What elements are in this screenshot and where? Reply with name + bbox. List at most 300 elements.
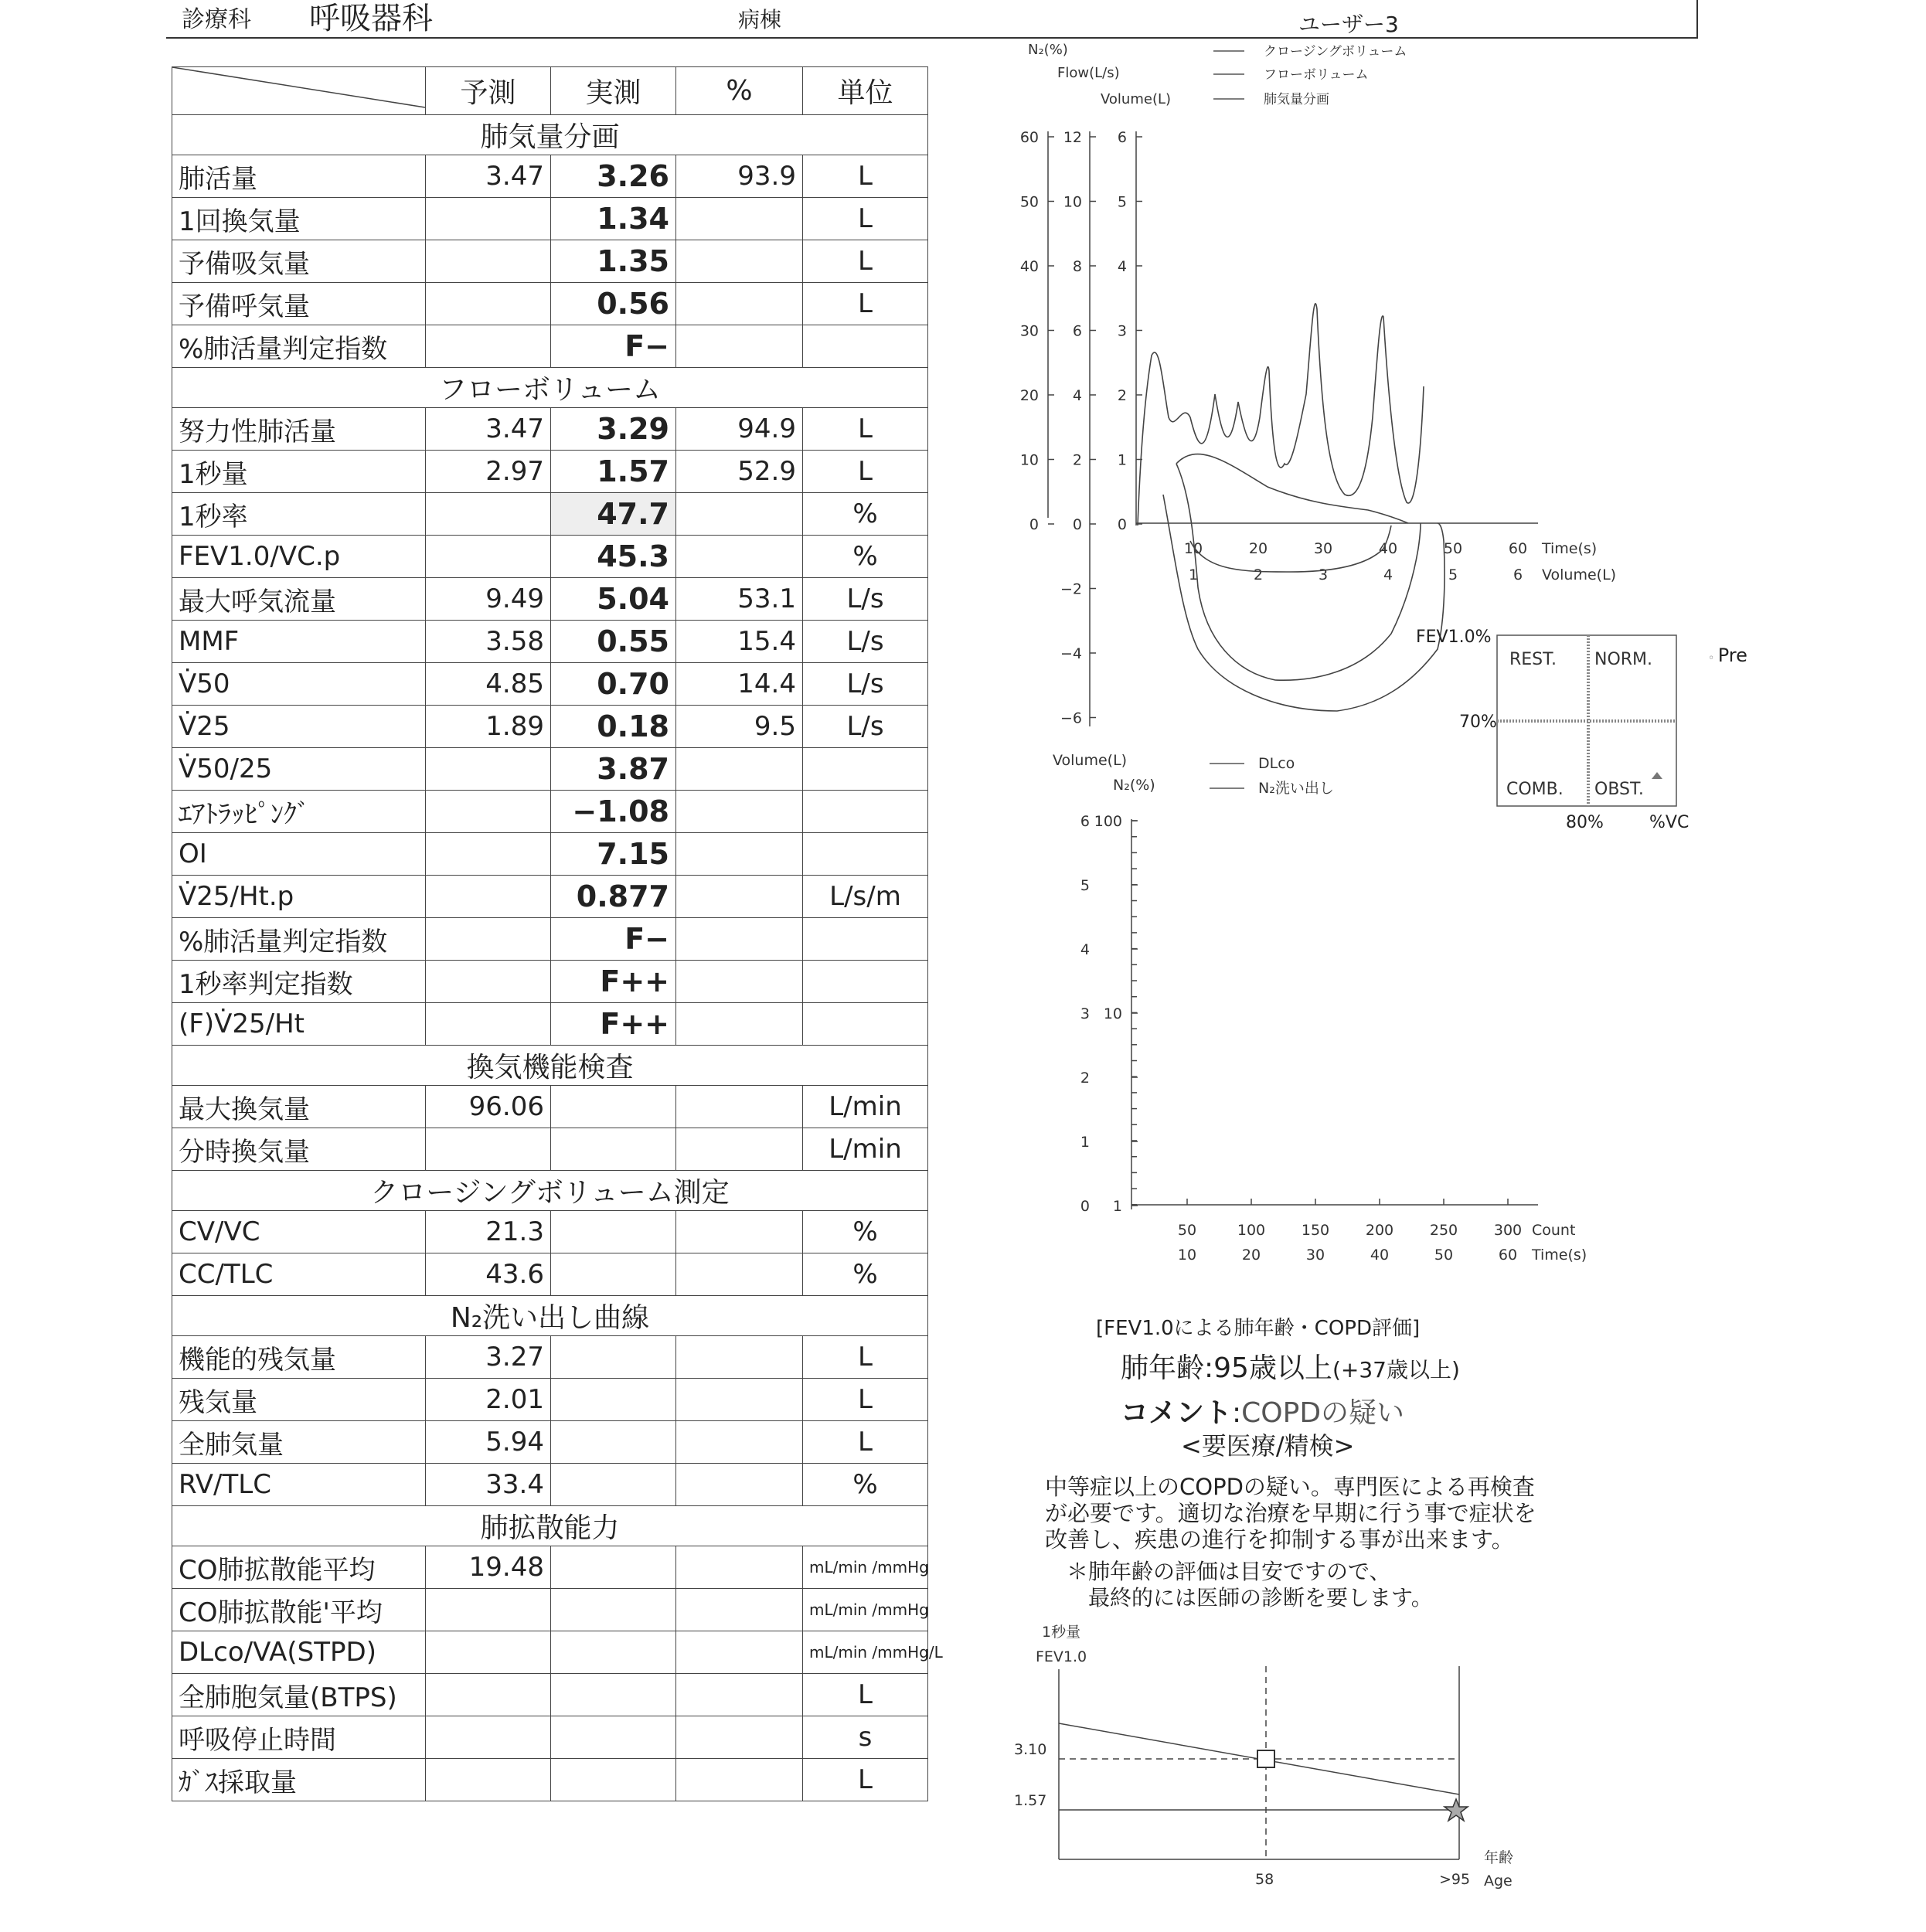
volume-axis-label: Volume(L) — [1101, 91, 1172, 107]
row-label: %肺活量判定指数 — [172, 325, 426, 368]
row-label: 1秒率判定指数 — [172, 961, 426, 1003]
measured-value: 1.57 — [551, 451, 676, 493]
percent-value — [676, 961, 803, 1003]
row-label: CC/TLC — [172, 1253, 426, 1296]
chart2-volume-tick-label: 5 — [1080, 877, 1090, 894]
time-tick-label: 10 — [1183, 540, 1203, 557]
flow-tick-label: 12 — [1063, 129, 1082, 146]
x-volume-tick-label: 3 — [1318, 566, 1329, 583]
time-axis-label: Time(s) — [1542, 540, 1598, 557]
percent-value: 14.4 — [676, 663, 803, 706]
count-axis-label: Count — [1532, 1222, 1576, 1239]
patient-marker-icon — [1652, 772, 1662, 779]
measured-value — [551, 1379, 676, 1421]
percent-value: 9.5 — [676, 706, 803, 748]
flow-tick-label: −2 — [1060, 580, 1082, 598]
table-row — [172, 1546, 928, 1589]
table-row — [172, 283, 928, 325]
chart2-time-tick-label: 30 — [1305, 1247, 1325, 1264]
unit-value: L/s — [803, 578, 928, 621]
count-tick-label: 250 — [1429, 1222, 1458, 1239]
predicted-value: 3.27 — [426, 1336, 551, 1379]
legend-n2-washout: N₂洗い出し — [1258, 780, 1334, 797]
lung-age-colon: : — [1204, 1352, 1214, 1384]
unit-value: s — [803, 1716, 928, 1759]
flow-tick-label: 0 — [1072, 516, 1082, 533]
measured-value: 3.29 — [551, 408, 676, 451]
x-volume-tick-label: 4 — [1383, 566, 1393, 583]
lung-age-star-icon — [1444, 1799, 1468, 1821]
unit-value: mL/min /mmHg — [803, 1546, 928, 1589]
comment-value: COPDの疑い — [1241, 1397, 1405, 1429]
lung-age-extra: (+37歳以上) — [1332, 1357, 1460, 1383]
predicted-value — [426, 283, 551, 325]
percent-value — [676, 833, 803, 876]
unit-value: mL/min /mmHg — [803, 1589, 928, 1631]
measured-value — [551, 1674, 676, 1716]
predicted-value: 43.6 — [426, 1253, 551, 1296]
section-title: 肺拡散能力 — [172, 1506, 928, 1546]
chart2-time-tick-label: 60 — [1498, 1247, 1518, 1264]
recommendation: <要医療/精検> — [1181, 1431, 1355, 1461]
volume-tick-label: 3 — [1117, 322, 1127, 340]
section-row — [172, 368, 928, 408]
assessment-body-3: 改善し、疾患の進行を抑制する事が出来ます。 — [1045, 1526, 1514, 1553]
table-row — [172, 1211, 928, 1253]
percent-value — [676, 1253, 803, 1296]
measured-value — [551, 1546, 676, 1589]
unit-value: L/min — [803, 1086, 928, 1128]
measured-value — [551, 1253, 676, 1296]
chart2-volume-tick-label: 3 — [1080, 1005, 1090, 1022]
flow-axis-label: Flow(L/s) — [1057, 65, 1120, 81]
measured-value — [551, 1759, 676, 1801]
section-title: クロージングボリューム測定 — [172, 1171, 928, 1211]
row-label: 分時換気量 — [172, 1128, 426, 1171]
table-row — [172, 493, 928, 536]
row-label: ｶﾞｽ採取量 — [172, 1759, 426, 1801]
row-label: 予備吸気量 — [172, 240, 426, 283]
percent-value — [676, 918, 803, 961]
table-row — [172, 198, 928, 240]
lung-age-label: 肺年齢 — [1121, 1352, 1205, 1384]
measured-value: F− — [551, 325, 676, 368]
predicted-value — [426, 240, 551, 283]
row-label: FEV1.0/VC.p — [172, 536, 426, 578]
row-label: CO肺拡散能平均 — [172, 1546, 426, 1589]
measured-value — [551, 1128, 676, 1171]
percent-value — [676, 1211, 803, 1253]
quadrant-obst: OBST. — [1594, 780, 1644, 799]
predicted-value: 33.4 — [426, 1464, 551, 1506]
corner-diagonal — [172, 67, 425, 107]
table-row — [172, 663, 928, 706]
row-label: 予備呼気量 — [172, 283, 426, 325]
unit-value: L — [803, 1421, 928, 1464]
table-row — [172, 876, 928, 918]
table-row — [172, 451, 928, 493]
volume-tick-label: 0 — [1117, 516, 1127, 533]
percent-value — [676, 791, 803, 833]
percent-value — [676, 1589, 803, 1631]
row-label: MMF — [172, 621, 426, 663]
volume-tick-label: 2 — [1117, 387, 1127, 404]
row-label: %肺活量判定指数 — [172, 918, 426, 961]
table-row — [172, 1589, 928, 1631]
age-chart-x-label-2: Age — [1484, 1872, 1513, 1889]
row-label: (F)V̇25/Ht — [172, 1003, 426, 1046]
percent-value — [676, 1631, 803, 1674]
legend-closing-volume: クロージングボリューム — [1264, 44, 1407, 60]
unit-value: L/s — [803, 706, 928, 748]
measured-value: 47.7 — [551, 493, 676, 536]
predicted-value — [426, 198, 551, 240]
count-tick-label: 50 — [1177, 1222, 1197, 1239]
quadrant-y-threshold: 70% — [1459, 713, 1497, 732]
count-tick-label: 300 — [1493, 1222, 1523, 1239]
volume-tick-label: 1 — [1117, 451, 1127, 469]
assessment-note-2: 最終的には医師の診断を要します。 — [1088, 1585, 1433, 1611]
current-age-marker-icon — [1257, 1750, 1274, 1767]
column-header-unit: 単位 — [803, 67, 928, 115]
table-row — [172, 1464, 928, 1506]
flow-tick-label: −4 — [1060, 645, 1082, 662]
legend-lung-volume: 肺気量分画 — [1264, 92, 1329, 107]
percent-value: 15.4 — [676, 621, 803, 663]
unit-value — [803, 791, 928, 833]
percent-value — [676, 1546, 803, 1589]
time-tick-label: 30 — [1313, 540, 1333, 557]
percent-value — [676, 1421, 803, 1464]
unit-value: L — [803, 1336, 928, 1379]
unit-value: L — [803, 451, 928, 493]
table-row — [172, 1631, 928, 1674]
row-label: OI — [172, 833, 426, 876]
measured-value: −1.08 — [551, 791, 676, 833]
measured-value — [551, 1716, 676, 1759]
percent-value — [676, 240, 803, 283]
table-row — [172, 1379, 928, 1421]
table-row — [172, 918, 928, 961]
measured-value: 0.55 — [551, 621, 676, 663]
unit-value: L/s/m — [803, 876, 928, 918]
row-label: 呼吸停止時間 — [172, 1716, 426, 1759]
section-title: 肺気量分画 — [172, 115, 928, 155]
row-label: V̇50/25 — [172, 748, 426, 791]
n2-tick-label: 50 — [1019, 193, 1039, 211]
unit-value — [803, 961, 928, 1003]
row-label: 努力性肺活量 — [172, 408, 426, 451]
unit-value — [803, 1003, 928, 1046]
percent-value — [676, 325, 803, 368]
table-header-row — [172, 67, 928, 115]
unit-value: mL/min /mmHg/L — [803, 1631, 928, 1674]
measured-value: F++ — [551, 1003, 676, 1046]
table-row — [172, 1128, 928, 1171]
row-label: 全肺気量 — [172, 1421, 426, 1464]
unit-value: L — [803, 240, 928, 283]
table-row — [172, 706, 928, 748]
percent-value: 53.1 — [676, 578, 803, 621]
flow-volume-curves — [1138, 304, 1444, 711]
table-row — [172, 155, 928, 198]
section-title: 換気機能検査 — [172, 1046, 928, 1086]
percent-value — [676, 1759, 803, 1801]
n2-tick-label: 20 — [1019, 387, 1039, 404]
unit-value: L — [803, 198, 928, 240]
percent-value — [676, 198, 803, 240]
row-label: 肺活量 — [172, 155, 426, 198]
percent-value — [676, 1464, 803, 1506]
predicted-value — [426, 1003, 551, 1046]
measured-value — [551, 1464, 676, 1506]
chart2-time-tick-label: 10 — [1177, 1247, 1197, 1264]
measured-value — [551, 1589, 676, 1631]
predicted-value — [426, 1759, 551, 1801]
chart2-volume-tick-label: 2 — [1080, 1070, 1090, 1087]
table-row — [172, 1086, 928, 1128]
marker-legend-icon: ◦ — [1708, 652, 1718, 665]
chart2-volume-label: Volume(L) — [1053, 752, 1128, 769]
percent-value — [676, 1003, 803, 1046]
user-name: ユーザー3 — [1298, 12, 1399, 37]
table-row — [172, 621, 928, 663]
predicted-value — [426, 876, 551, 918]
predicted-value — [426, 325, 551, 368]
time-tick-label: 20 — [1248, 540, 1268, 557]
age-chart-x-label-1: 年齢 — [1484, 1849, 1514, 1866]
row-label: V̇50 — [172, 663, 426, 706]
marker-legend-label: Pre — [1717, 645, 1747, 666]
percent-value — [676, 1086, 803, 1128]
chart2-volume-tick-label: 4 — [1080, 941, 1090, 958]
chart2-time-tick-label: 20 — [1241, 1247, 1261, 1264]
n2-tick-label: 10 — [1019, 451, 1039, 469]
n2-tick-label: 60 — [1019, 129, 1039, 146]
unit-value: L/s — [803, 621, 928, 663]
measured-value: F− — [551, 918, 676, 961]
row-label: 残気量 — [172, 1379, 426, 1421]
table-row — [172, 748, 928, 791]
volume-tick-label: 5 — [1117, 193, 1127, 211]
measured-value: 3.87 — [551, 748, 676, 791]
flow-tick-label: 10 — [1063, 193, 1082, 211]
legend-flow-volume: フローボリューム — [1264, 67, 1369, 83]
row-label: 最大換気量 — [172, 1086, 426, 1128]
unit-value: L — [803, 1674, 928, 1716]
percent-value — [676, 536, 803, 578]
age-chart-y-label-2: FEV1.0 — [1036, 1648, 1087, 1665]
x-volume-tick-label: 6 — [1513, 566, 1523, 583]
lung-age-chart — [1005, 1615, 1530, 1909]
x-volume-tick-label: 2 — [1253, 566, 1264, 583]
unit-value: L — [803, 1759, 928, 1801]
unit-value: % — [803, 1211, 928, 1253]
row-label: V̇25 — [172, 706, 426, 748]
predicted-value — [426, 493, 551, 536]
age-chart-y-label-1: 1秒量 — [1042, 1624, 1081, 1641]
chart2-time-tick-label: 50 — [1434, 1247, 1454, 1264]
table-row — [172, 536, 928, 578]
row-label: CV/VC — [172, 1211, 426, 1253]
quadrant-rest: REST. — [1509, 650, 1557, 669]
chart2-volume-tick-label: 6 — [1080, 813, 1090, 830]
measured-value: 0.18 — [551, 706, 676, 748]
count-tick-label: 100 — [1237, 1222, 1266, 1239]
unit-value: % — [803, 1253, 928, 1296]
unit-value: L — [803, 155, 928, 198]
percent-value — [676, 1336, 803, 1379]
predicted-value — [426, 748, 551, 791]
measured-value: 1.34 — [551, 198, 676, 240]
chart2-n2-tick-label: 100 — [1094, 813, 1122, 830]
predicted-value: 19.48 — [426, 1546, 551, 1589]
legend-dlco: DLco — [1258, 755, 1295, 772]
x-volume-axis-label: Volume(L) — [1542, 566, 1617, 583]
unit-value — [803, 918, 928, 961]
age-chart-x-tick-58: 58 — [1255, 1871, 1274, 1888]
results-table — [172, 66, 943, 1801]
table-row — [172, 961, 928, 1003]
unit-value: L — [803, 1379, 928, 1421]
x-volume-tick-label: 1 — [1188, 566, 1199, 583]
row-label: 1秒率 — [172, 493, 426, 536]
quadrant-comb: COMB. — [1506, 780, 1564, 799]
measured-value: 45.3 — [551, 536, 676, 578]
n2-tick-label: 40 — [1019, 258, 1039, 275]
flow-tick-label: 8 — [1072, 258, 1082, 275]
comment-label: コメント — [1121, 1397, 1233, 1429]
chart2-n2-tick-label: 1 — [1112, 1198, 1122, 1215]
unit-value: L/s — [803, 663, 928, 706]
column-header-meas: 実測 — [551, 67, 676, 115]
flow-tick-label: 2 — [1072, 451, 1082, 469]
unit-value: L — [803, 408, 928, 451]
predicted-value: 2.01 — [426, 1379, 551, 1421]
measured-value: 1.35 — [551, 240, 676, 283]
percent-value — [676, 748, 803, 791]
quadrant-norm: NORM. — [1594, 650, 1653, 669]
predicted-value — [426, 833, 551, 876]
unit-value — [803, 325, 928, 368]
time-tick-label: 40 — [1378, 540, 1398, 557]
department-label: 診療科 — [182, 6, 251, 33]
department-value: 呼吸器科 — [309, 1, 433, 36]
quadrant-x-label: %VC — [1649, 813, 1690, 832]
predicted-value — [426, 1589, 551, 1631]
section-row — [172, 1506, 928, 1546]
assessment-heading: [FEV1.0による肺年齢・COPD評価] — [1096, 1317, 1421, 1340]
table-row — [172, 325, 928, 368]
row-label: 最大呼気流量 — [172, 578, 426, 621]
predicted-value: 3.47 — [426, 155, 551, 198]
assessment-note-1: ＊肺年齢の評価は目安ですので、 — [1067, 1559, 1391, 1584]
unit-value: L — [803, 283, 928, 325]
predicted-value — [426, 1128, 551, 1171]
row-label: 機能的残気量 — [172, 1336, 426, 1379]
column-header-pct: % — [676, 67, 803, 115]
predicted-value — [426, 1716, 551, 1759]
measured-value: F++ — [551, 961, 676, 1003]
quadrant-y-label: FEV1.0% — [1416, 628, 1492, 647]
table-row — [172, 1421, 928, 1464]
lung-age-line — [1121, 1346, 1460, 1386]
predicted-value: 2.97 — [426, 451, 551, 493]
unit-value: % — [803, 536, 928, 578]
percent-value — [676, 1716, 803, 1759]
table-row — [172, 240, 928, 283]
predicted-value: 9.49 — [426, 578, 551, 621]
section-row — [172, 115, 928, 155]
row-label: V̇25/Ht.p — [172, 876, 426, 918]
comment-colon: : — [1232, 1397, 1242, 1429]
predicted-value — [426, 1631, 551, 1674]
table-row — [172, 1674, 928, 1716]
unit-value: % — [803, 493, 928, 536]
row-label: 全肺胞気量(BTPS) — [172, 1674, 426, 1716]
table-row — [172, 1003, 928, 1046]
assessment-body-1: 中等症以上のCOPDの疑い。専門医による再検査 — [1045, 1474, 1535, 1500]
percent-value: 93.9 — [676, 155, 803, 198]
predicted-value — [426, 536, 551, 578]
unit-value: % — [803, 1464, 928, 1506]
row-label: DLco/VA(STPD) — [172, 1631, 426, 1674]
predicted-value: 1.89 — [426, 706, 551, 748]
predicted-value: 3.47 — [426, 408, 551, 451]
measured-value: 5.04 — [551, 578, 676, 621]
n2-tick-label: 30 — [1019, 322, 1039, 340]
percent-value: 94.9 — [676, 408, 803, 451]
measured-value — [551, 1086, 676, 1128]
section-row — [172, 1171, 928, 1211]
percent-value — [676, 1128, 803, 1171]
percent-value — [676, 493, 803, 536]
volume-tick-label: 4 — [1117, 258, 1127, 275]
chart2-time-tick-label: 40 — [1370, 1247, 1390, 1264]
chart2-time-axis-label: Time(s) — [1532, 1247, 1587, 1264]
table-row — [172, 1336, 928, 1379]
ward-label: 病棟 — [738, 7, 782, 32]
count-tick-label: 150 — [1301, 1222, 1330, 1239]
table-row — [172, 1253, 928, 1296]
row-label: 1回換気量 — [172, 198, 426, 240]
comment-line — [1121, 1391, 1404, 1430]
age-chart-x-tick-95: >95 — [1439, 1871, 1471, 1888]
measured-value — [551, 1421, 676, 1464]
predicted-value — [426, 918, 551, 961]
header-corner-cell — [172, 67, 426, 115]
lung-age-value: 95歳以上 — [1213, 1352, 1332, 1384]
unit-value — [803, 833, 928, 876]
percent-value — [676, 1674, 803, 1716]
measured-value: 0.877 — [551, 876, 676, 918]
chart2-n2-tick-label: 10 — [1103, 1005, 1122, 1022]
row-label: 1秒量 — [172, 451, 426, 493]
predicted-value: 5.94 — [426, 1421, 551, 1464]
x-volume-tick-label: 5 — [1448, 566, 1458, 583]
measured-value — [551, 1631, 676, 1674]
flow-tick-label: 4 — [1072, 387, 1082, 404]
measured-value — [551, 1211, 676, 1253]
chart2-n2-label: N₂(%) — [1113, 777, 1155, 794]
volume-tick-label: 6 — [1117, 129, 1127, 146]
unit-value — [803, 748, 928, 791]
flow-tick-label: −6 — [1060, 709, 1082, 727]
row-label: ｴｱﾄﾗｯﾋﾟﾝｸﾞ — [172, 791, 426, 833]
unit-value: L/min — [803, 1128, 928, 1171]
marker-legend — [1708, 645, 1747, 666]
table-row — [172, 791, 928, 833]
